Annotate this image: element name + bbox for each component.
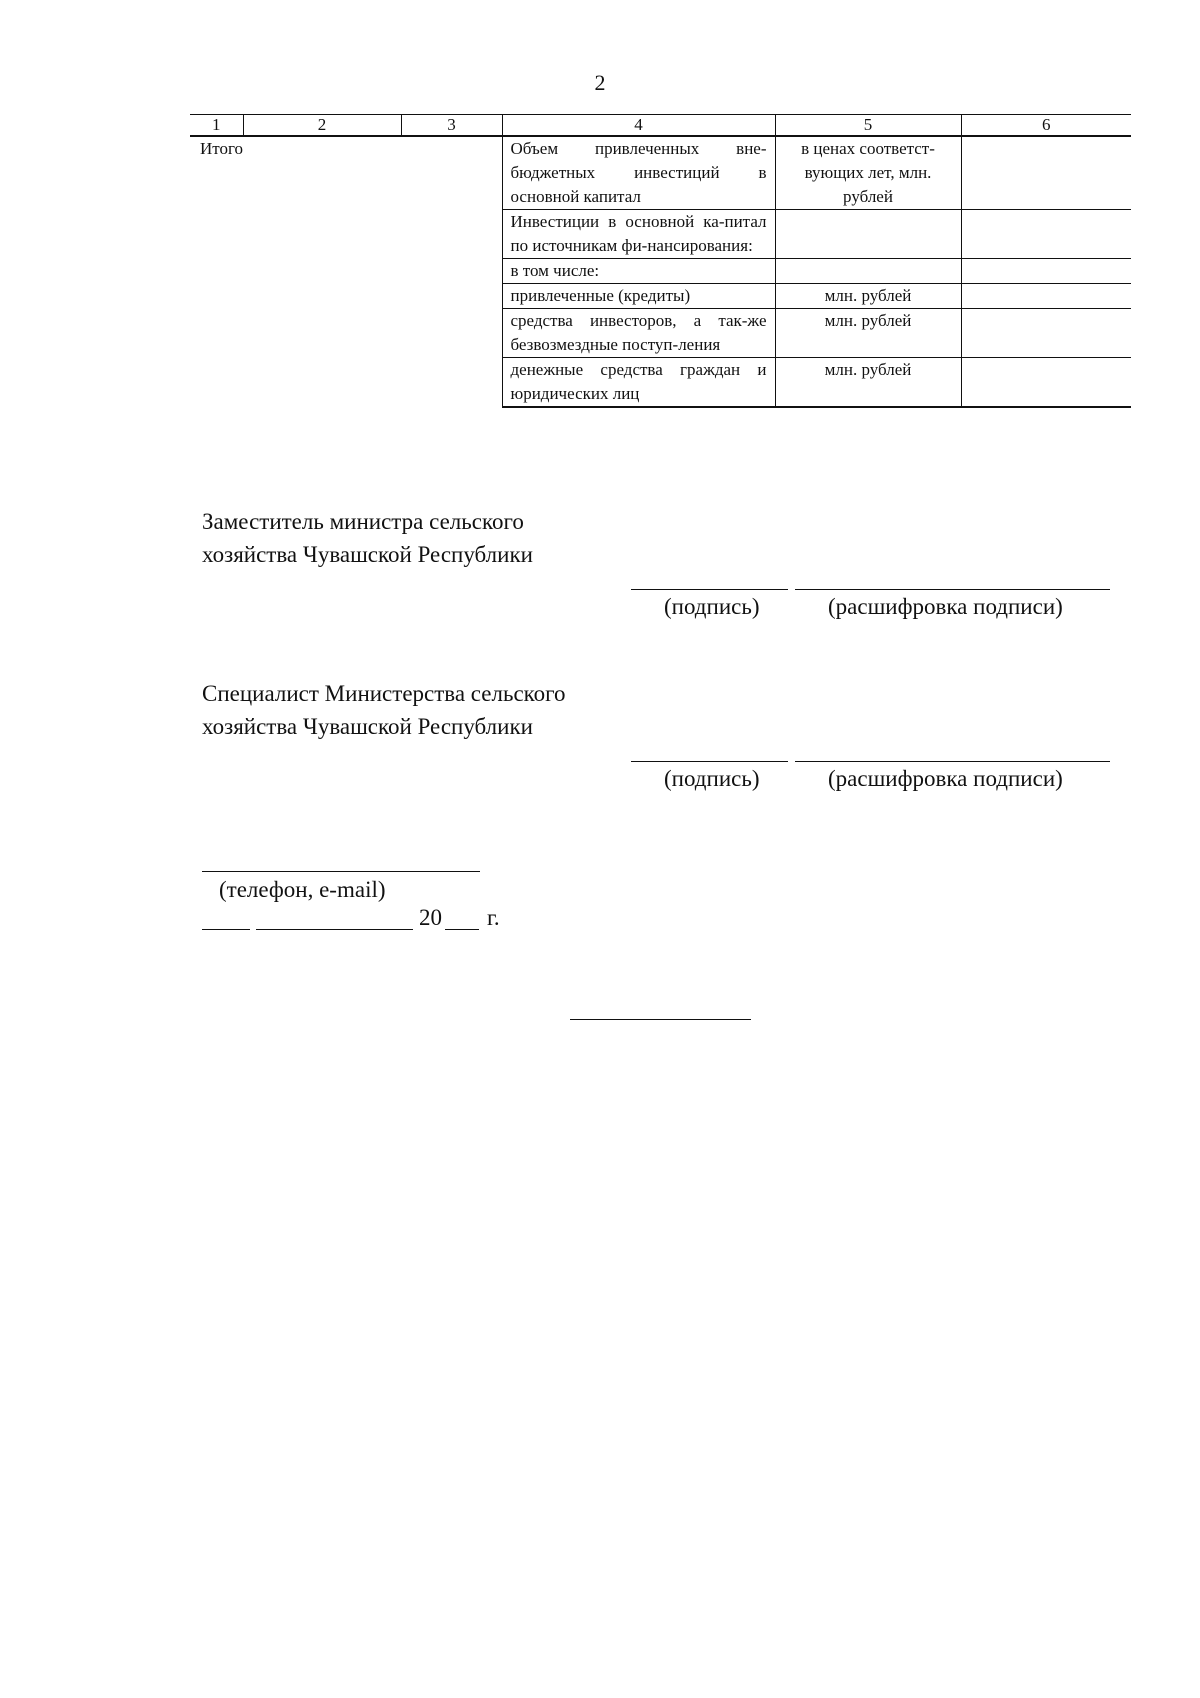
phone-email-line [202,871,480,872]
column-header: 6 [961,115,1131,137]
signatory-title-line: Заместитель министра сельского [202,509,524,534]
indicator-cell: средства инвесторов, а так-же безвозмездные поступ-ления [502,309,775,358]
signature-caption: (подпись) [664,594,760,619]
signatory-title-line: хозяйства Чувашской Республики [202,542,533,567]
column-header: 4 [502,115,775,137]
date-year-line [445,929,479,930]
value-cell [961,210,1131,259]
value-cell [961,309,1131,358]
indicator-cell: Объем привлеченных вне-бюджетных инвестиций в основной капитал [502,136,775,210]
signature-caption: (подпись) [664,766,760,791]
signatory-title-deputy-minister [202,505,533,571]
column-header: 3 [401,115,502,137]
signatory-title-line: хозяйства Чувашской Республики [202,714,533,739]
end-separator-line [570,1019,751,1020]
column-header: 2 [243,115,401,137]
date-month-line [256,929,413,930]
date-year-prefix: 20 [419,905,442,930]
value-cell [961,259,1131,284]
value-cell [961,358,1131,408]
indicator-cell: Инвестиции в основной ка-питал по источникам фи-нансирования: [502,210,775,259]
unit-cell: млн. рублей [775,284,961,309]
indicator-cell: денежные средства граждан и юридических лиц [502,358,775,408]
unit-cell [775,210,961,259]
indicator-cell: привлеченные (кредиты) [502,284,775,309]
table-header-row [190,115,1131,137]
column-header: 1 [190,115,243,137]
page-number: 2 [594,70,606,95]
phone-email-caption: (телефон, e-mail) [219,877,386,902]
unit-cell: в ценах соответст-вующих лет, млн. рублей [775,136,961,210]
signature-decode-line [795,761,1110,762]
signature-decode-caption: (расшифровка подписи) [828,594,1063,619]
signature-decode-caption: (расшифровка подписи) [828,766,1063,791]
unit-cell: млн. рублей [775,309,961,358]
column-header: 5 [775,115,961,137]
value-cell [961,136,1131,210]
investment-table [190,114,1131,408]
signature-line [631,761,788,762]
signatory-title-specialist [202,677,566,743]
unit-cell [775,259,961,284]
unit-cell: млн. рублей [775,358,961,408]
date-day-line [202,929,250,930]
signature-decode-line [795,589,1110,590]
value-cell [961,284,1131,309]
table-row [190,136,1131,210]
signature-line [631,589,788,590]
date-year-suffix: г. [487,905,500,930]
total-label: Итого [200,139,244,158]
indicator-cell: в том числе: [502,259,775,284]
signatory-title-line: Специалист Министерства сельского [202,681,566,706]
